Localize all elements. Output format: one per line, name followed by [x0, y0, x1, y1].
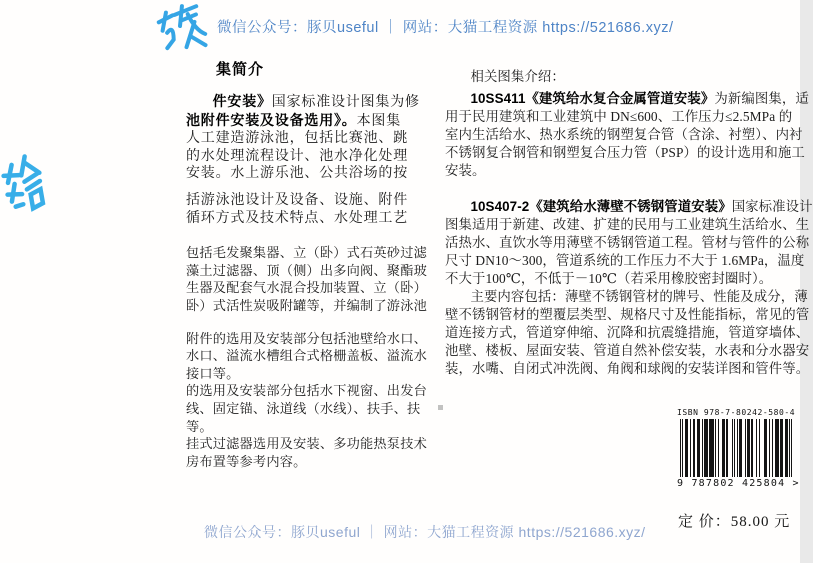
line-text: 用于民用建筑和工业建筑中 DN≤600、工作压力≤2.5MPa 的: [445, 109, 793, 124]
text-line: [445, 162, 797, 180]
line-text: 卧）式活性炭吸附罐等，并编制了游泳池: [186, 297, 427, 313]
text-line: [186, 262, 434, 280]
watermark-logo-icon: [155, 0, 205, 52]
line-text: 尺寸 DN10～300，管道系统的工作压力不大于 1.6MPa，温度: [445, 253, 805, 268]
line-text: 挂式过滤器选用及安装、多功能热泵技术: [186, 436, 427, 452]
watermark-left-glyph-icon: [2, 148, 48, 232]
line-text: 装，水嘴、自闭式冲洗阀、角阀和球阀的安装详图和管件等。: [445, 361, 810, 376]
line-text: 的选用及安装部分包括水下视窗、出发台: [186, 383, 427, 399]
book-title-bold: 件安装》: [212, 93, 272, 109]
text-line: [186, 365, 434, 383]
line-text: 的水处理流程设计、池水净化处理: [186, 148, 408, 164]
line-text: 活热水、直饮水等用薄壁不锈钢管道工程。管材与管件的公称: [445, 235, 810, 250]
book-title-bold: 池附件安装及设备选用》。: [186, 111, 357, 128]
section-heading: 集简介: [216, 61, 265, 78]
text-line: [445, 342, 810, 360]
line-text: 主要内容包括：薄壁不锈钢管材的牌号、性能及成分，薄: [470, 289, 808, 304]
line-text: 房布置等参考内容。: [186, 453, 307, 469]
line-text: 水口、溢流水槽组合式格栅盖板、溢流水: [186, 348, 427, 364]
line-text: 室内生活给水、热水系统的钢塑复合管（含涂、衬塑）、内衬: [445, 127, 803, 142]
watermark-top: [155, 0, 674, 52]
line-text: 壁不锈钢管材的塑覆层类型、规格尺寸及性能指标，常见的管: [445, 307, 810, 322]
text-line: [186, 435, 434, 453]
left-column: [186, 58, 434, 470]
text-line: [445, 252, 805, 270]
line-text: 图集适用于新建、改建、扩建的民用与工业建筑生活给水、生: [445, 217, 810, 232]
text-line: [445, 198, 813, 216]
line-text: 附件的选用及安装部分包括池壁给水口、: [186, 330, 427, 346]
line-text: 包括毛发聚集器、立（卧）式石英砂过滤: [186, 245, 427, 261]
book-title-bold: 10SS411《建筑给水复合金属管道安装》: [470, 91, 715, 106]
text-line: [186, 382, 434, 400]
text-line: [445, 144, 805, 162]
text-line: [445, 126, 803, 144]
text-line: [186, 244, 434, 262]
line-text: 为新编图集，适: [714, 91, 809, 106]
text-line: [186, 279, 434, 297]
text-line: [445, 360, 810, 378]
line-text: 国家标准设计: [731, 199, 813, 214]
line-text: 线、固定锚、泳道线（水线）、扶手、扶: [186, 400, 421, 416]
line-text: 国家标准设计图集为修: [271, 95, 420, 110]
text-line: [186, 400, 434, 418]
text-line: [186, 112, 434, 131]
text-line: [445, 306, 810, 324]
watermark-bottom: [204, 522, 646, 542]
right-column: [445, 68, 813, 378]
paragraph-scope: [186, 192, 434, 227]
text-line: [445, 288, 808, 306]
text-line: [186, 93, 434, 112]
line-text: 括游泳池设计及设备、设施、附件: [186, 192, 408, 208]
text-line: [445, 270, 797, 288]
paragraph-10s407-2: [445, 198, 813, 288]
barcode-block: [677, 408, 800, 489]
line-text: 循环方式及技术特点、水处理工艺: [186, 210, 408, 226]
price-text: 定 价：58.00 元: [678, 514, 791, 530]
text-line: [186, 148, 434, 166]
text-line: [445, 90, 809, 108]
text-line: [186, 297, 434, 315]
line-text: 等。: [186, 418, 213, 434]
book-title-bold: 10S407-2《建筑给水薄壁不锈钢管道安装》: [470, 199, 732, 214]
watermark-bottom-text: 微信公众号：豚贝useful ｜ 网站：大猫工程资源 https://521686.xyz/: [204, 524, 646, 540]
barcode-bar: [791, 419, 792, 477]
line-text: 池壁、楼板、屋面安装、管道自然补偿安装，水表和分水器安: [445, 343, 810, 358]
line-text: 不大于100℃，不低于－10℃（若采用橡胶密封圈时）。: [445, 271, 773, 286]
text-line: [445, 108, 797, 126]
text-line: [186, 210, 434, 228]
text-line: [186, 130, 434, 148]
watermark-top-text: 微信公众号：豚贝useful ｜ 网站：大猫工程资源 https://521686.xyz/: [217, 19, 674, 36]
paragraph-contents: [445, 288, 810, 378]
text-line: [186, 165, 434, 183]
text-line: [186, 330, 434, 348]
paragraph-overview: [186, 93, 434, 183]
paragraph-10ss411: [445, 90, 809, 180]
text-line: [445, 234, 810, 252]
text-line: [445, 324, 810, 342]
scan-speck: [438, 405, 443, 410]
line-text: 生器及配套气水混合投加装置、立（卧）: [186, 280, 427, 296]
text-line: [186, 418, 434, 436]
line-text: 道连接方式，管道穿伸缩、沉降和抗震缝措施，管道穿墙体、: [445, 325, 810, 340]
line-text: 人工建造游泳池，包括比赛池、跳: [186, 131, 408, 147]
text-line: [186, 192, 434, 210]
line-text: 安装。水上游乐池、公共浴场的按: [186, 166, 408, 182]
barcode-digits: 9 787802 425804 >: [677, 478, 800, 489]
isbn-text: ISBN 978-7-80242-580-4: [677, 408, 796, 417]
line-text: 安装。: [445, 163, 486, 178]
barcode-bars: [680, 419, 793, 477]
paragraph-equipment: [186, 244, 434, 314]
line-text: 藻土过滤器、顶（侧）出多向阀、聚酯玻: [186, 262, 427, 278]
line-text: 接口等。: [186, 365, 240, 381]
text-line: [186, 453, 434, 471]
line-text: 不锈钢复合钢管和钢塑复合压力管（PSP）的设计选用和施工: [445, 145, 805, 160]
text-line: [186, 347, 434, 365]
paragraph-fittings: [186, 330, 434, 471]
related-atlas-intro: 相关图集介绍：: [470, 69, 565, 84]
text-line: [445, 216, 810, 234]
line-text: 本图集: [356, 113, 402, 129]
